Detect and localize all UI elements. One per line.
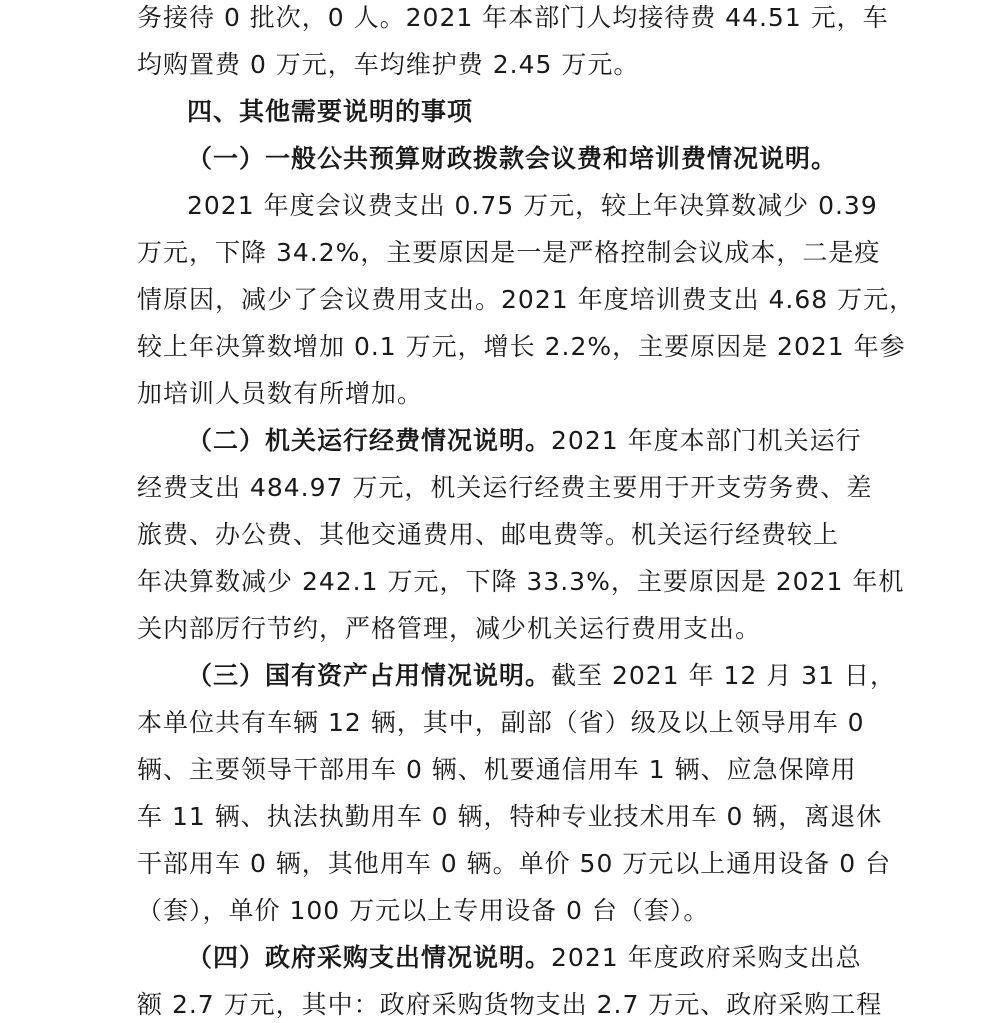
body-text-line: 经费支出 484.97 万元，机关运行经费主要用于开支劳务费、差 (137, 473, 873, 502)
body-text-line: 务接待 0 批次，0 人。2021 年本部门人均接待费 44.51 元，车 (137, 3, 889, 32)
body-text-line: 较上年决算数增加 0.1 万元，增长 2.2%，主要原因是 2021 年参 (137, 332, 906, 361)
body-text-line: 万元，下降 34.2%，主要原因是一是严格控制会议成本，二是疫 (137, 238, 881, 267)
body-text-line: 年决算数减少 242.1 万元，下降 33.3%，主要原因是 2021 年机 (137, 567, 905, 596)
body-text-line: 额 2.7 万元，其中：政府采购货物支出 2.7 万元、政府采购工程 (137, 990, 883, 1019)
paragraph-line (187, 426, 862, 456)
body-text-span: 截至 2021 年 12 月 31 日， (551, 661, 896, 690)
subsection-heading: （三）国有资产占用情况说明。 (187, 661, 552, 690)
subsection-heading: （二）机关运行经费情况说明。 (187, 426, 552, 455)
body-text-line: 均购置费 0 万元，车均维护费 2.45 万元。 (137, 50, 640, 79)
subsection-heading: （四）政府采购支出情况说明。 (187, 943, 552, 972)
body-text-line: 干部用车 0 辆，其他用车 0 辆。单价 50 万元以上通用设备 0 台 (137, 849, 892, 878)
body-text-line: 本单位共有车辆 12 辆，其中，副部（省）级及以上领导用车 0 (137, 708, 865, 737)
body-text-span: 2021 年度政府采购支出总 (551, 943, 862, 972)
body-text-span: 2021 年度本部门机关运行 (551, 426, 862, 455)
body-text-line: 辆、主要领导干部用车 0 辆、机要通信用车 1 辆、应急保障用 (137, 755, 857, 784)
body-text-line: 旅费、办公费、其他交通费用、邮电费等。机关运行经费较上 (137, 520, 840, 549)
body-text-line: 关内部厉行节约，严格管理，减少机关运行费用支出。 (137, 614, 762, 643)
paragraph-line (187, 661, 896, 691)
paragraph-line (187, 943, 862, 973)
body-text-line: 车 11 辆、执法执勤用车 0 辆，特种专业技术用车 0 辆，离退休 (137, 802, 883, 831)
section-heading: 四、其他需要说明的事项 (187, 97, 474, 126)
body-text-line: 加培训人员数有所增加。 (137, 379, 424, 408)
body-text-line: （套），单价 100 万元以上专用设备 0 台（套）。 (137, 896, 710, 925)
body-text-line: 情原因，减少了会议费用支出。2021 年度培训费支出 4.68 万元， (137, 285, 916, 314)
body-text-line: 2021 年度会议费支出 0.75 万元，较上年决算数减少 0.39 (187, 191, 878, 220)
subsection-heading: （一）一般公共预算财政拨款会议费和培训费情况说明。 (187, 144, 838, 173)
